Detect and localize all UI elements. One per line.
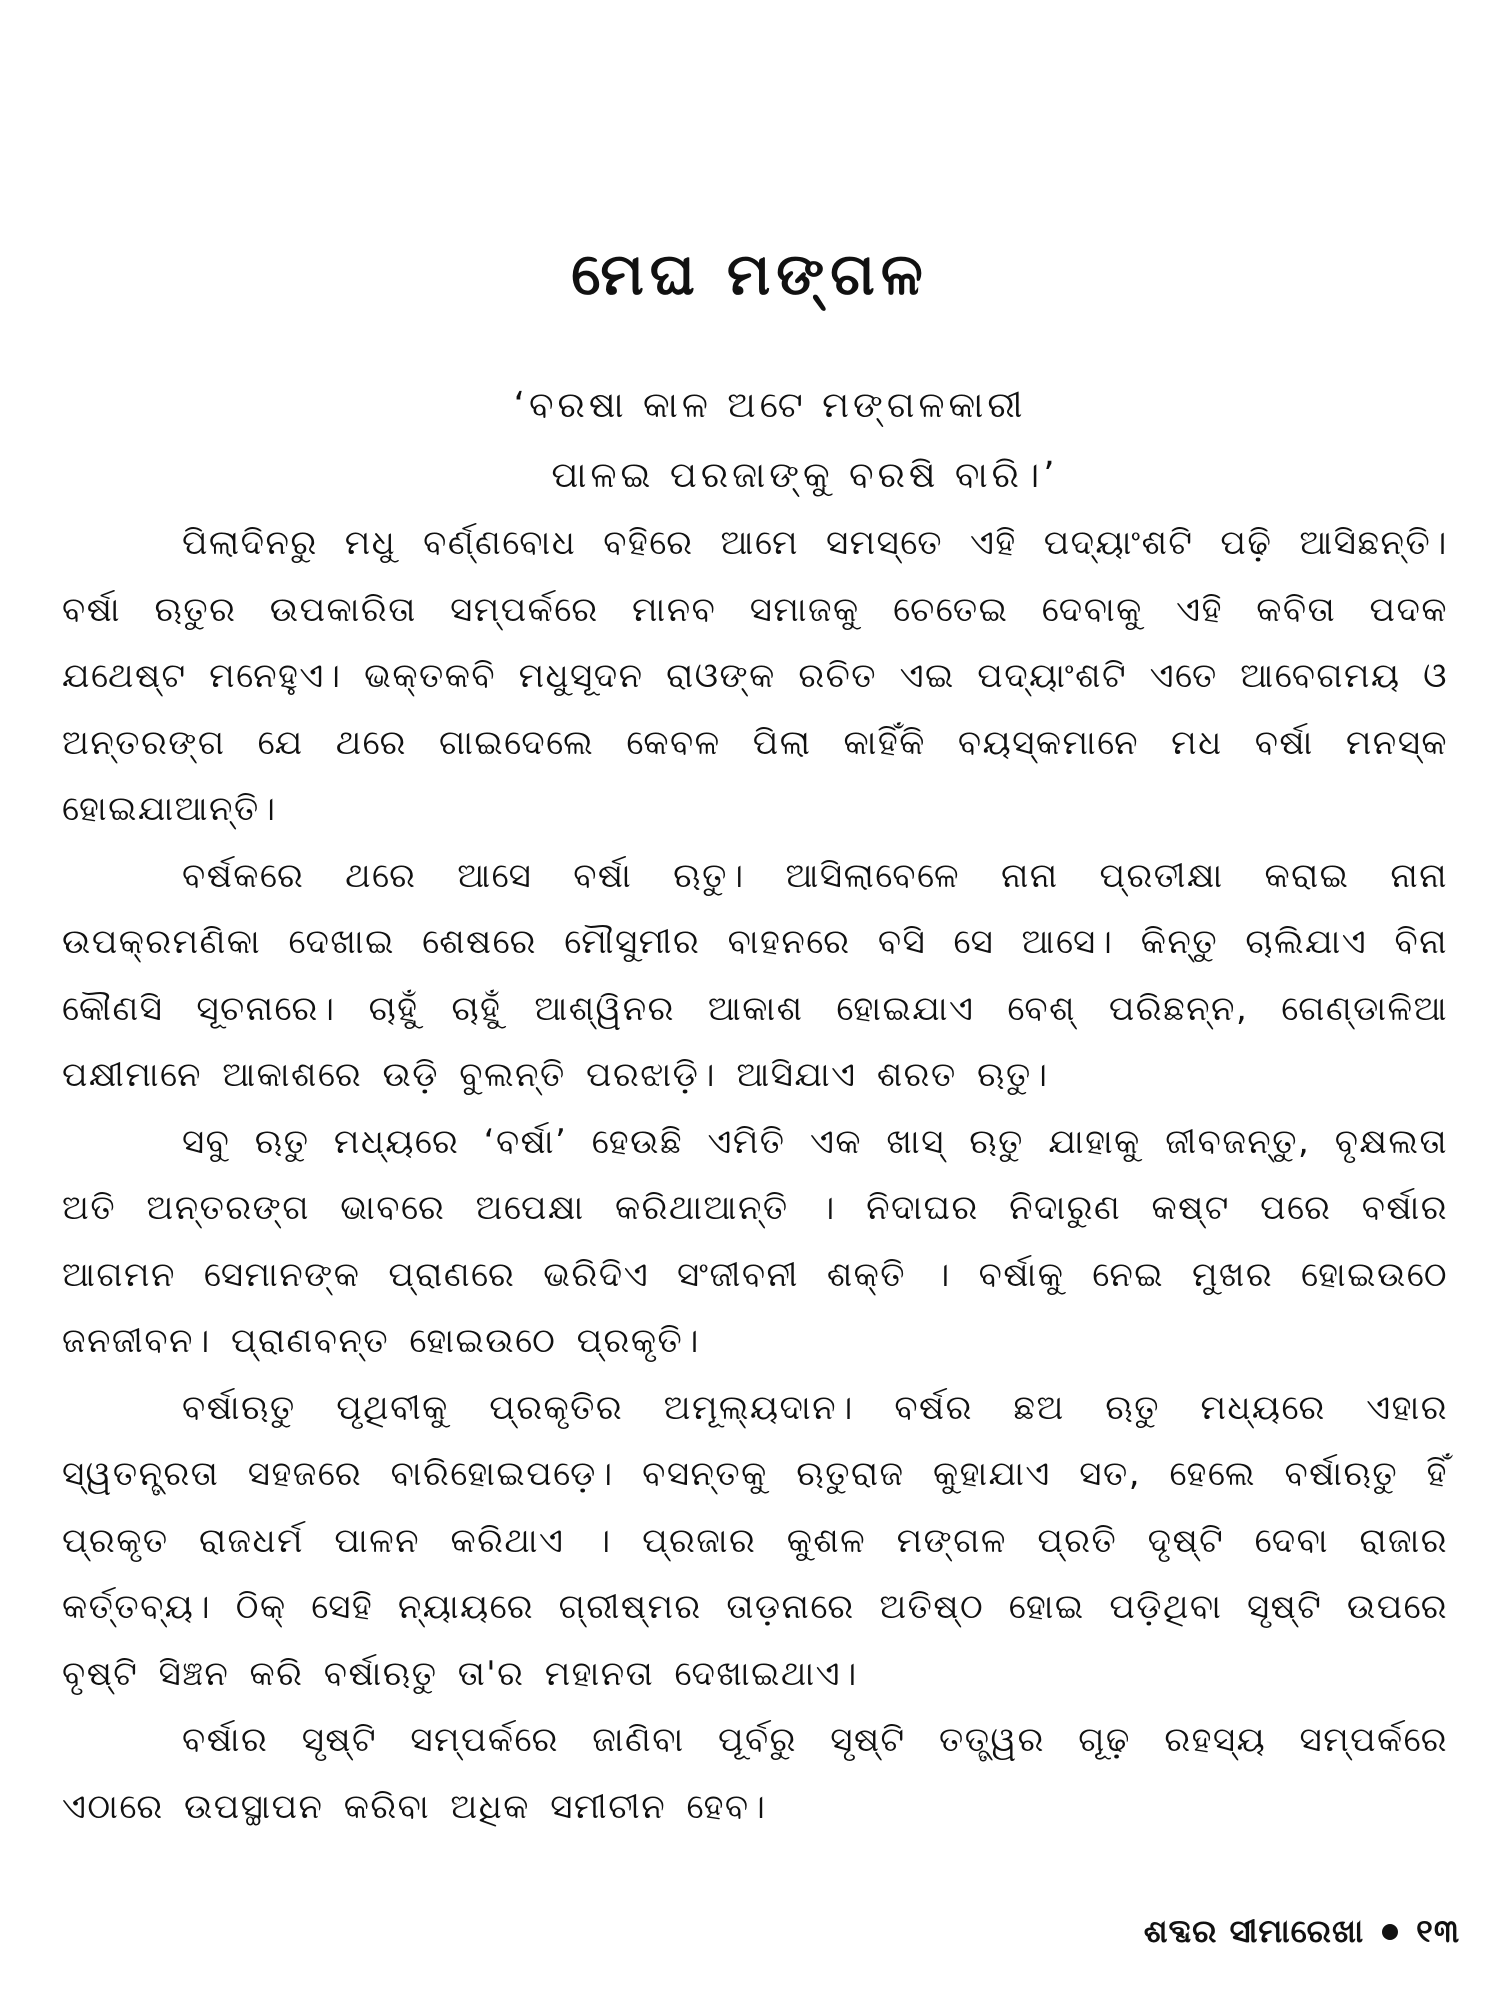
bullet-icon <box>1382 1924 1398 1940</box>
book-title: ଶବ୍ଦର ସୀମାରେଖା <box>1143 1912 1365 1950</box>
chapter-title: ମେଘ ମଙ୍ଗଳ <box>571 240 929 308</box>
page-number: ୧୩ <box>1416 1912 1460 1950</box>
verse-line-1: ‘ବରଷା କାଳ ଅଟେ ମଙ୍ଗଳକାରୀ <box>513 385 1027 426</box>
paragraph-1: ପିଲାଦିନରୁ ମଧୁ ବର୍ଣ୍ଣବୋଧ ବହିରେ ଆମେ ସମସ୍ତେ ଏହି ପଦ୍ୟାଂଶଟି ପଢ଼ି ଆସିଛନ୍ତି। ବର୍ଷା ଋତୁର ଉପକାରିତା ସମ୍ପର୍କରେ ମାନବ ସମାଜକୁ ଚେତେଇ ଦେବାକୁ ଏହି କବିତା ପଦକ ଯଥେଷ୍ଟ ମନେହୁଏ। ଭକ୍ତକବି ମଧୁସୂଦନ ରାଓଙ୍କ ରଚିତ ଏଇ ପଦ୍ୟାଂଶଟି ଏତେ ଆବେଗମୟ ଓ ଅନ୍ତରଙ୍ଗ ଯେ ଥରେ ଗାଇଦେଲେ କେବଳ ପିଲା କାହିଁକି ବୟସ୍କମାନେ ମଧ ବର୍ଷା ମନସ୍କ ହୋଇଯାଆନ୍ତି। <box>62 523 1448 829</box>
paragraph-5: ବର୍ଷାର ସୃଷ୍ଟି ସମ୍ପର୍କରେ ଜାଣିବା ପୂର୍ବରୁ ସୃଷ୍ଟି ତତ୍ତ୍ୱର ଗୂଢ଼ ରହସ୍ୟ ସମ୍ପର୍କରେ ଏଠାରେ ଉପସ୍ଥାପନ କରିବା ଅଧିକ ସମୀଚୀନ ହେବ। <box>62 1720 1448 1827</box>
page-footer <box>1144 1912 1460 1951</box>
paragraph-4: ବର୍ଷାଋତୁ ପୃଥିବୀକୁ ପ୍ରକୃତିର ଅମୂଲ୍ୟଦାନ। ବର୍ଷର ଛଅ ଋତୁ ମଧ୍ୟରେ ଏହାର ସ୍ୱତନ୍ତ୍ରତା ସହଜରେ ବାରିହୋଇପଡ଼େ। ବସନ୍ତକୁ ଋତୁରାଜ କୁହାଯାଏ ସତ, ହେଲେ ବର୍ଷାଋତୁ ହିଁ ପ୍ରକୃତ ରାଜଧର୍ମ ପାଳନ କରିଥାଏ । ପ୍ରଜାର କୁଶଳ ମଙ୍ଗଳ ପ୍ରତି ଦୃଷ୍ଟି ଦେବା ରାଜାର କର୍ତ୍ତବ୍ୟ। ଠିକ୍ ସେହି ନ୍ୟାୟରେ ଗ୍ରୀଷ୍ମର ତାଡ଼ନାରେ ଅତିଷ୍ଠ ହୋଇ ପଡ଼ିଥିବା ସୃଷ୍ଟି ଉପରେ ବୃଷ୍ଟି ସିଞ୍ଚନ କରି ବର୍ଷାଋତୁ ତା'ର ମହାନତା ଦେଖାଇଥାଏ। <box>62 1387 1448 1694</box>
paragraph-2: ବର୍ଷକରେ ଥରେ ଆସେ ବର୍ଷା ଋତୁ। ଆସିଲାବେଳେ ନାନା ପ୍ରତୀକ୍ଷା କରାଇ ନାନା ଉପକ୍ରମଣିକା ଦେଖାଇ ଶେଷରେ ମୌସୁମୀର ବାହନରେ ବସି ସେ ଆସେ। କିନ୍ତୁ ଚାଲିଯାଏ ବିନା କୌଣସି ସୂଚନାରେ। ଚାହୁଁ ଚାହୁଁ ଆଶ୍ୱିନର ଆକାଶ ହୋଇଯାଏ ବେଶ୍ ପରିଛନ୍ନ, ଗେଣ୍ଡାଳିଆ ପକ୍ଷୀମାନେ ଆକାଶରେ ଉଡ଼ି ବୁଲନ୍ତି ପରଝାଡ଼ି। ଆସିଯାଏ ଶରତ ଋତୁ। <box>62 855 1448 1095</box>
verse-line-2: ପାଳଇ ପରଜାଙ୍କୁ ବରଷି ବାରି।’ <box>551 455 1059 496</box>
paragraph-3: ସବୁ ଋତୁ ମଧ୍ୟରେ ‘ବର୍ଷା’ ହେଉଛି ଏମିତି ଏକ ଖାସ୍ ଋତୁ ଯାହାକୁ ଜୀବଜନ୍ତୁ, ବୃକ୍ଷଲତା ଅତି ଅନ୍ତରଙ୍ଗ ଭାବରେ ଅପେକ୍ଷା କରିଥାଆନ୍ତି । ନିଦାଘର ନିଦାରୁଣ କଷ୍ଟ ପରେ ବର୍ଷାର ଆଗମନ ସେମାନଙ୍କ ପ୍ରାଣରେ ଭରିଦିଏ ସଂଜୀବନୀ ଶକ୍ତି । ବର୍ଷାକୁ ନେଇ ମୁଖର ହୋଇଉଠେ ଜନଜୀବନ। ପ୍ରାଣବନ୍ତ ହୋଇଉଠେ ପ୍ରକୃତି। <box>62 1121 1448 1361</box>
body-text <box>62 510 1448 1840</box>
